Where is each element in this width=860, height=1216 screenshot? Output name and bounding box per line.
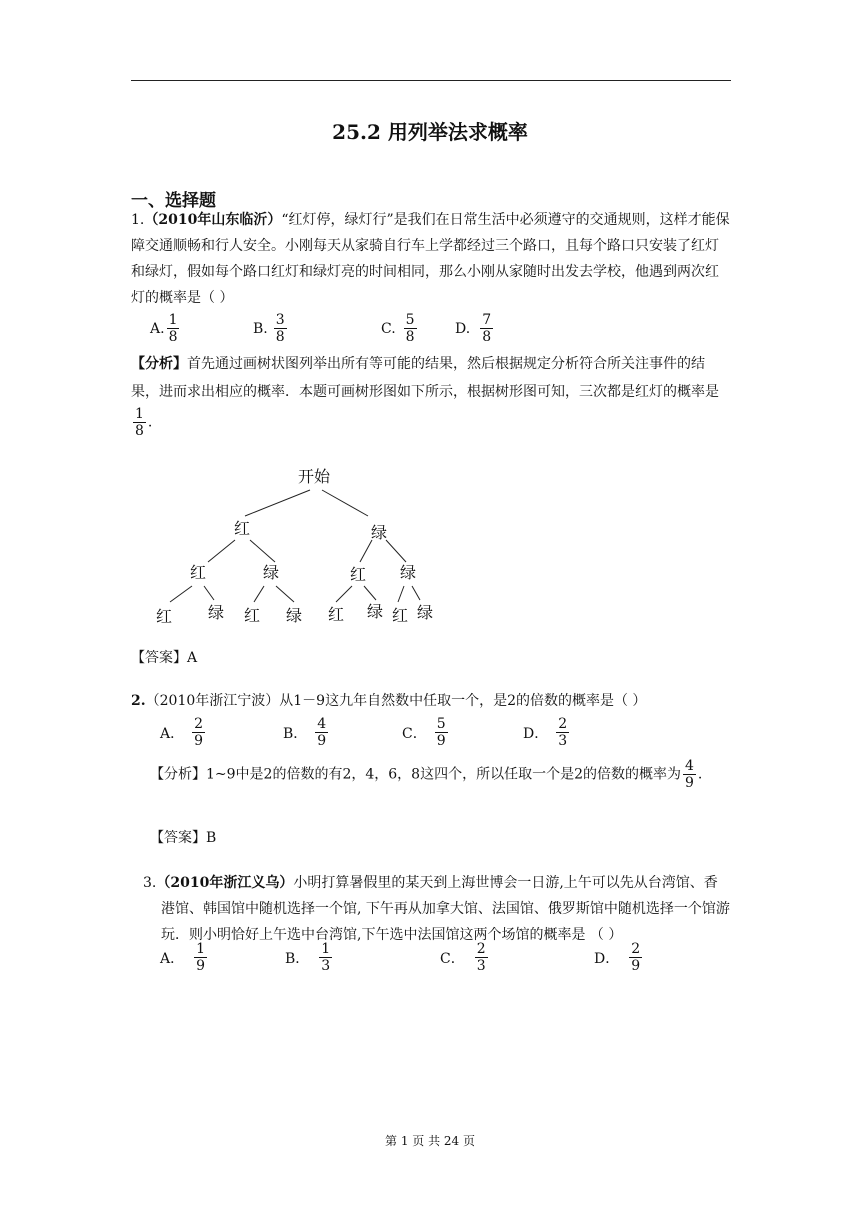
q3-option-d xyxy=(594,941,644,974)
denominator: 9 xyxy=(685,775,694,791)
denominator: 9 xyxy=(436,733,446,749)
option-label: C. xyxy=(381,320,396,337)
denominator: 8 xyxy=(482,329,492,345)
option-label: D． xyxy=(594,950,620,967)
q2-option-b xyxy=(283,716,330,749)
option-fraction xyxy=(315,716,328,749)
question-2-number: 2. xyxy=(131,693,146,709)
numerator: 1 xyxy=(196,941,206,957)
option-label: C． xyxy=(402,725,427,742)
numerator: 5 xyxy=(436,716,446,732)
denominator: 8 xyxy=(405,329,415,345)
branch-line xyxy=(204,586,214,600)
branch-line xyxy=(364,586,376,600)
q3-option-b xyxy=(285,941,334,974)
denominator: 8 xyxy=(168,329,178,345)
denominator: 3 xyxy=(476,958,486,974)
analysis-tag: 【分析】 xyxy=(131,356,187,372)
option-label: B. xyxy=(253,320,268,337)
question-1-text: “红灯停，绿灯行”是我们在日常生活中必须遵守的交通规则，这样才能保障交通顺畅和行人安全。小刚每天从家骑自行车上学都经过三个路口，且每个路口只安装了红灯和绿灯，假如每个路口红灯和绿灯亮的时间相同，那么小刚从家随时出发去学校，他遇到两次红灯的概率是（ ） xyxy=(131,212,730,306)
tree-leaf: 绿 xyxy=(285,606,303,625)
q3-option-c xyxy=(440,941,490,974)
tree-leaf: 绿 xyxy=(207,603,225,622)
tree-leaf: 绿 xyxy=(366,602,384,621)
option-fraction xyxy=(192,716,205,749)
branch-line xyxy=(170,586,192,602)
analysis-text: 首先通过画树状图列举出所有等可能的结果，然后根据规定分析符合所关注事件的结果，进而求出相应的概率．本题可画树形图如下所示，根据树形图可知，三次都是红灯的概率是 xyxy=(131,356,719,400)
numerator: 2 xyxy=(476,941,486,957)
denominator: 9 xyxy=(317,733,327,749)
tree-leaf: 红 xyxy=(243,606,261,625)
denominator: 8 xyxy=(275,329,285,345)
question-1-number: 1. xyxy=(131,212,145,228)
q1-option-b xyxy=(253,312,289,345)
denominator: 9 xyxy=(631,958,641,974)
option-label: B． xyxy=(283,725,308,742)
question-2-text: （2010年浙江宁波）从1－9这九年自然数中任取一个，是2的倍数的概率是（ ） xyxy=(145,693,647,709)
tree-root-label: 开始 xyxy=(297,467,331,486)
tree-node-l2: 红 xyxy=(349,565,367,584)
option-fraction xyxy=(629,941,642,974)
option-fraction xyxy=(556,716,569,749)
branch-line xyxy=(386,540,406,562)
denominator: 9 xyxy=(196,958,206,974)
page-title: 25.2 用列举法求概率 xyxy=(332,120,528,144)
option-label: C． xyxy=(440,950,465,967)
q1-option-c xyxy=(381,312,419,345)
option-label: D. xyxy=(455,320,471,337)
question-1 xyxy=(131,207,731,311)
q2-option-c xyxy=(402,716,450,749)
tree-leaf: 红 xyxy=(155,607,173,626)
analysis-text: 【分析】1~9中是2的倍数的有2，4，6，8这四个，所以任取一个是2的倍数的概率为 xyxy=(150,766,681,783)
option-fraction xyxy=(167,312,180,345)
branch-line xyxy=(208,540,235,562)
numerator: 5 xyxy=(405,312,415,328)
question-3-number: 3. xyxy=(143,875,157,891)
question-3-source: （2010年浙江义乌） xyxy=(156,875,294,891)
branch-line xyxy=(336,586,352,602)
numerator: 2 xyxy=(558,716,568,732)
denominator: 3 xyxy=(558,733,568,749)
tree-node-l1-red: 红 xyxy=(233,519,251,538)
option-fraction xyxy=(480,312,493,345)
tree-leaf: 绿 xyxy=(416,603,434,622)
option-label: A． xyxy=(160,725,185,742)
denominator: 3 xyxy=(321,958,331,974)
denominator: 8 xyxy=(135,423,144,439)
branch-line xyxy=(250,540,275,562)
tree-node-l2: 红 xyxy=(189,563,207,582)
branch-line xyxy=(398,586,404,602)
numerator: 4 xyxy=(685,758,694,774)
tree-node-l1-green: 绿 xyxy=(370,523,388,542)
q1-analysis: 【分析】首先通过画树状图列举出所有等可能的结果，然后根据规定分析符合所关注事件的结果，进而求出相应的概率．本题可画树形图如下所示，根据树形图可知，三次都是红灯的概率是 $\frac{1}{8}$ . xyxy=(131,356,719,439)
option-fraction xyxy=(475,941,488,974)
numerator: 7 xyxy=(482,312,492,328)
branch-line xyxy=(360,540,372,562)
header-rule xyxy=(131,80,731,81)
tree-leaf: 红 xyxy=(327,605,345,624)
tree-node-l2: 绿 xyxy=(262,563,280,582)
option-fraction xyxy=(319,941,332,974)
analysis-fraction xyxy=(683,758,696,791)
option-fraction xyxy=(194,941,207,974)
question-3 xyxy=(131,870,731,948)
q1-answer: 【答案】A xyxy=(131,650,198,666)
section-heading: 一、选择题 xyxy=(131,191,216,211)
numerator: 4 xyxy=(317,716,327,732)
question-2 xyxy=(131,688,731,714)
tree-node-l2: 绿 xyxy=(399,563,417,582)
q1-option-d xyxy=(455,312,495,345)
q2-option-a xyxy=(160,716,207,749)
branch-line xyxy=(322,490,368,516)
option-fraction xyxy=(435,716,448,749)
page-footer: 第 1 页 共 24 页 xyxy=(385,1134,475,1148)
numerator: 3 xyxy=(275,312,285,328)
q3-option-a xyxy=(160,941,209,974)
option-label: B． xyxy=(285,950,310,967)
denominator: 9 xyxy=(194,733,204,749)
numerator: 1 xyxy=(168,312,178,328)
option-label: A. xyxy=(150,320,165,337)
tree-leaf: 红 xyxy=(391,606,409,625)
branch-line xyxy=(245,490,310,516)
numerator: 1 xyxy=(135,406,144,422)
question-1-source: （2010年山东临沂） xyxy=(144,212,282,228)
option-fraction xyxy=(404,312,417,345)
analysis-fraction xyxy=(133,406,146,439)
q2-answer: 【答案】B xyxy=(150,830,217,846)
numerator: 2 xyxy=(631,941,641,957)
numerator: 1 xyxy=(321,941,331,957)
branch-line xyxy=(254,586,264,602)
numerator: 2 xyxy=(194,716,204,732)
tree-branches xyxy=(170,490,420,602)
branch-line xyxy=(276,586,294,602)
option-fraction xyxy=(274,312,287,345)
question-3-text: 小明打算暑假里的某天到上海世博会一日游,上午可以先从台湾馆、香港馆、韩国馆中随机选择一个馆, 下午再从加拿大馆、法国馆、俄罗斯馆中随机选择一个馆游玩．则小明恰好上午选中台湾馆,下午选中法国馆这两个场馆的概率是 （ ） xyxy=(161,875,730,943)
q1-option-a xyxy=(150,312,181,345)
branch-line xyxy=(412,586,420,600)
probability-tree-diagram xyxy=(150,458,450,633)
option-label: D． xyxy=(523,725,549,742)
option-label: A． xyxy=(160,950,185,967)
q2-analysis: 【分析】1~9中是2的倍数的有2，4，6，8这四个，所以任取一个是2的倍数的概率为 $\frac{4}{9}$ . xyxy=(150,758,703,791)
q2-option-d xyxy=(523,716,571,749)
